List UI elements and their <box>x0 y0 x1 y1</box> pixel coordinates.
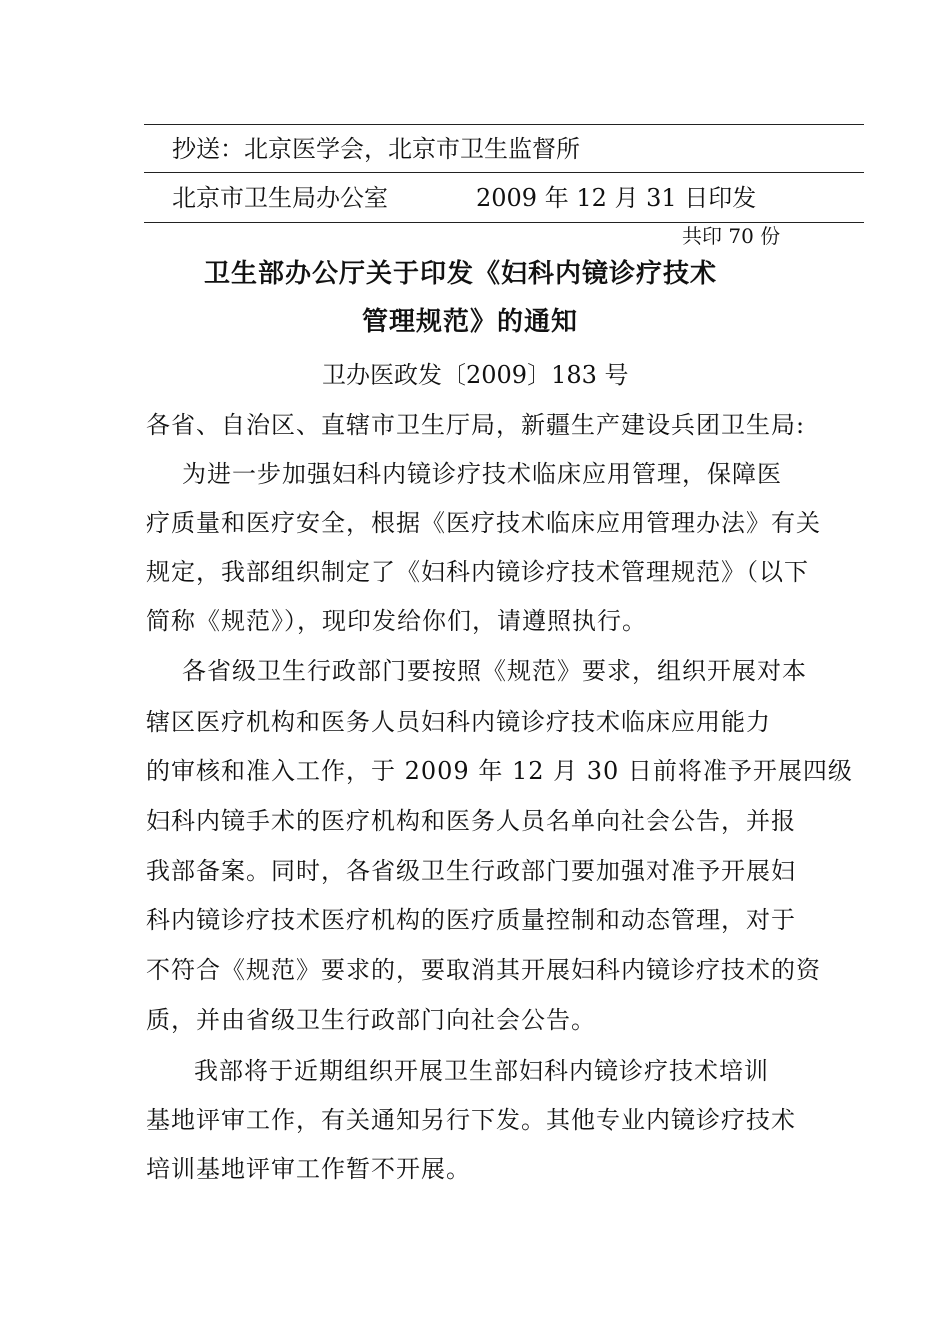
header-top-rule <box>144 124 864 125</box>
paragraph-1-line-3: 规定，我部组织制定了《妇科内镜诊疗技术管理规范》（以下 <box>146 558 809 586</box>
paragraph-1-line-4: 简称《规范》），现印发给你们，请遵照执行。 <box>146 607 647 635</box>
document-number: 卫办医政发〔2009〕183 号 <box>322 361 629 389</box>
paragraph-1-line-2: 疗质量和医疗安全，根据《医疗技术临床应用管理办法》有关 <box>146 509 821 537</box>
header-bottom-rule <box>144 222 864 223</box>
paragraph-3-line-3: 培训基地评审工作暂不开展。 <box>146 1155 471 1183</box>
header-middle-rule <box>144 172 864 173</box>
paragraph-2-line-6: 科内镜诊疗技术医疗机构的医疗质量控制和动态管理，对于 <box>146 906 796 934</box>
paragraph-1-line-1: 为进一步加强妇科内镜诊疗技术临床应用管理，保障医 <box>182 460 782 488</box>
paragraph-3-line-2: 基地评审工作，有关通知另行下发。其他专业内镜诊疗技术 <box>146 1106 796 1134</box>
print-date: 2009 年 12 月 31 日印发 <box>476 184 757 212</box>
cc-line: 抄送：北京医学会，北京市卫生监督所 <box>172 135 580 163</box>
issuing-office: 北京市卫生局办公室 <box>172 184 388 212</box>
paragraph-2-line-5: 我部备案。同时，各省级卫生行政部门要加强对准予开展妇 <box>146 857 796 885</box>
paragraph-3-line-1: 我部将于近期组织开展卫生部妇科内镜诊疗技术培训 <box>194 1057 769 1085</box>
notice-title-line-2: 管理规范》的通知 <box>362 307 579 337</box>
paragraph-2-line-2: 辖区医疗机构和医务人员妇科内镜诊疗技术临床应用能力 <box>146 708 771 736</box>
paragraph-2-line-4: 妇科内镜手术的医疗机构和医务人员名单向社会公告，并报 <box>146 807 796 835</box>
recipients-line: 各省、自治区、直辖市卫生厅局，新疆生产建设兵团卫生局: <box>146 411 806 439</box>
paragraph-2-line-7: 不符合《规范》要求的，要取消其开展妇科内镜诊疗技术的资 <box>146 956 821 984</box>
copies-count: 共印 70 份 <box>682 224 781 248</box>
paragraph-2-line-1: 各省级卫生行政部门要按照《规范》要求，组织开展对本 <box>182 657 807 685</box>
paragraph-2-line-3: 的审核和准入工作，于 2009 年 12 月 30 日前将准予开展四级 <box>146 757 853 785</box>
paragraph-2-line-8: 质，并由省级卫生行政部门向社会公告。 <box>146 1006 596 1034</box>
notice-title-line-1: 卫生部办公厅关于印发《妇科内镜诊疗技术 <box>204 259 718 289</box>
